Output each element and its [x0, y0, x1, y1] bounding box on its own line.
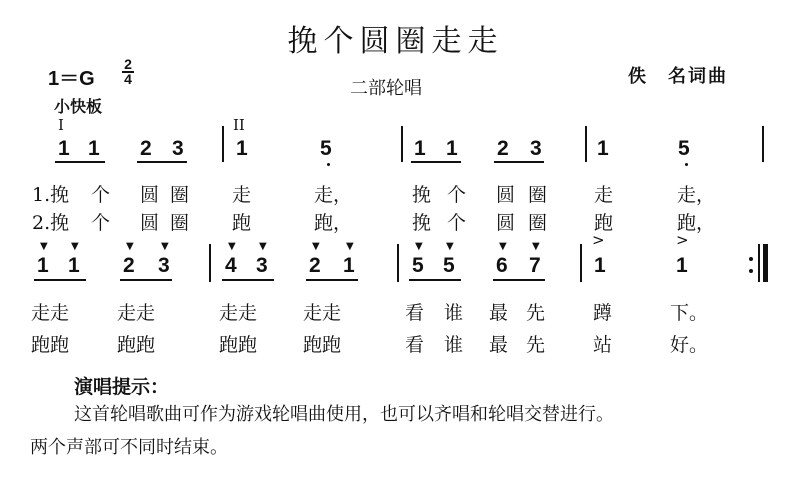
lyric: 蹲: [593, 302, 613, 324]
note: 2: [497, 137, 509, 160]
lyric: 挽: [412, 184, 432, 206]
repeat-dot: [749, 269, 753, 273]
lyric: 下。: [670, 302, 709, 324]
lyric: 跑跑: [117, 334, 156, 356]
tips-line-2: 两个声部可不同时结束。: [30, 437, 228, 458]
note: 5: [320, 137, 332, 160]
lyric: 最: [489, 302, 509, 324]
lyric: 圈: [170, 212, 190, 234]
lyric: 个: [447, 212, 467, 234]
beat-underline: [120, 279, 172, 281]
beat-underline: [409, 279, 461, 281]
time-sig-top: 2: [124, 56, 132, 72]
staccato-mark: ▼: [532, 241, 540, 252]
beat-underline: [222, 279, 274, 281]
bar-line: [585, 126, 587, 162]
bar-line: [397, 244, 399, 282]
lyric: 2.挽: [32, 212, 70, 234]
note: 2: [140, 137, 152, 160]
lyric: 圆: [496, 184, 516, 206]
staccato-mark: ▼: [446, 241, 454, 252]
bar-line: [209, 244, 211, 282]
note: 2: [123, 254, 135, 277]
staccato-mark: ▼: [499, 241, 507, 252]
lyric: 走: [232, 184, 252, 206]
lyric: 走走: [219, 302, 258, 324]
note: 6: [496, 254, 508, 277]
lyric: 看: [405, 302, 425, 324]
part-mark-two: II: [233, 116, 245, 134]
lyric: 挽: [412, 212, 432, 234]
note: 3: [256, 254, 268, 277]
time-signature: [122, 58, 134, 86]
lyric: 个: [447, 184, 467, 206]
lyric: 谁: [444, 302, 464, 324]
song-title: 挽个圆圈走走: [287, 24, 504, 59]
beat-underline: [493, 279, 545, 281]
staccato-mark: ▼: [346, 241, 354, 252]
note: 1: [343, 254, 355, 277]
beat-underline: [55, 161, 105, 163]
accent-mark: >: [676, 231, 689, 249]
lyric: 谁: [444, 334, 464, 356]
lyric: 圆: [496, 212, 516, 234]
bar-line: [401, 126, 403, 162]
lyric: 个: [91, 184, 111, 206]
time-sig-bottom: 4: [124, 71, 132, 87]
note: 1: [236, 137, 248, 160]
composer-credit: 佚 名词曲: [628, 66, 728, 87]
bar-line: [762, 126, 764, 162]
lyric: 圆: [140, 212, 160, 234]
lyric: 圈: [170, 184, 190, 206]
end-bar-thin: [758, 244, 760, 282]
lyric: 个: [91, 212, 111, 234]
lyric: 跑跑: [303, 334, 342, 356]
note: 3: [158, 254, 170, 277]
note: 1: [414, 137, 426, 160]
lyric: 圈: [528, 212, 548, 234]
beat-underline: [306, 279, 358, 281]
beat-underline: [34, 279, 86, 281]
repeat-dot: [749, 257, 753, 261]
note: 5: [678, 137, 690, 160]
staccato-mark: ▼: [126, 241, 134, 252]
subtitle: 二部轮唱: [350, 78, 422, 99]
note: 1: [58, 137, 70, 160]
tips-line-1: 这首轮唱歌曲可作为游戏轮唱曲使用，也可以齐唱和轮唱交替进行。: [74, 404, 614, 425]
note: 3: [530, 137, 542, 160]
note: 5: [443, 254, 455, 277]
tips-heading: 演唱提示：: [74, 376, 170, 398]
lyric: 圆: [140, 184, 160, 206]
lyric: 走，: [677, 184, 716, 206]
lyric: 跑跑: [219, 334, 258, 356]
lyric: 最: [489, 334, 509, 356]
end-bar-thick: [763, 244, 768, 282]
staccato-mark: ▼: [71, 241, 79, 252]
note: 1: [88, 137, 100, 160]
note: 7: [529, 254, 541, 277]
lyric: 跑，: [677, 212, 716, 234]
lyric: 跑: [594, 212, 614, 234]
note: 4: [225, 254, 237, 277]
staccato-mark: ▼: [312, 241, 320, 252]
lyric: 站: [593, 334, 613, 356]
lyric: 走: [594, 184, 614, 206]
lyric: 看: [405, 334, 425, 356]
beat-underline: [137, 161, 187, 163]
lyric: 先: [526, 302, 546, 324]
staccato-mark: ▼: [259, 241, 267, 252]
note: 2: [309, 254, 321, 277]
lyric: 走走: [117, 302, 156, 324]
staccato-mark: ▼: [228, 241, 236, 252]
lyric: 跑: [232, 212, 252, 234]
lower-octave-dot: [685, 163, 688, 166]
lyric: 走走: [303, 302, 342, 324]
lyric: 好。: [670, 334, 709, 356]
lower-octave-dot: [327, 163, 330, 166]
note: 3: [172, 137, 184, 160]
lyric: 先: [526, 334, 546, 356]
staccato-mark: ▼: [161, 241, 169, 252]
accent-mark: >: [592, 231, 605, 249]
staccato-mark: ▼: [40, 241, 48, 252]
lyric: 1.挽: [32, 184, 70, 206]
lyric: 走，: [314, 184, 353, 206]
bar-line: [222, 126, 224, 162]
note: 1: [594, 254, 606, 277]
tempo-marking: 小快板: [54, 97, 103, 116]
note: 1: [68, 254, 80, 277]
beat-underline: [494, 161, 544, 163]
lyric: 走走: [31, 302, 70, 324]
lyric: 跑，: [314, 212, 353, 234]
note: 1: [597, 137, 609, 160]
bar-line: [580, 244, 582, 282]
note: 1: [37, 254, 49, 277]
note: 5: [412, 254, 424, 277]
lyric: 跑跑: [31, 334, 70, 356]
note: 1: [446, 137, 458, 160]
lyric: 圈: [528, 184, 548, 206]
part-mark-one: I: [58, 116, 64, 134]
beat-underline: [411, 161, 461, 163]
staccato-mark: ▼: [415, 241, 423, 252]
note: 1: [676, 254, 688, 277]
key-signature: 1＝G: [48, 68, 95, 90]
